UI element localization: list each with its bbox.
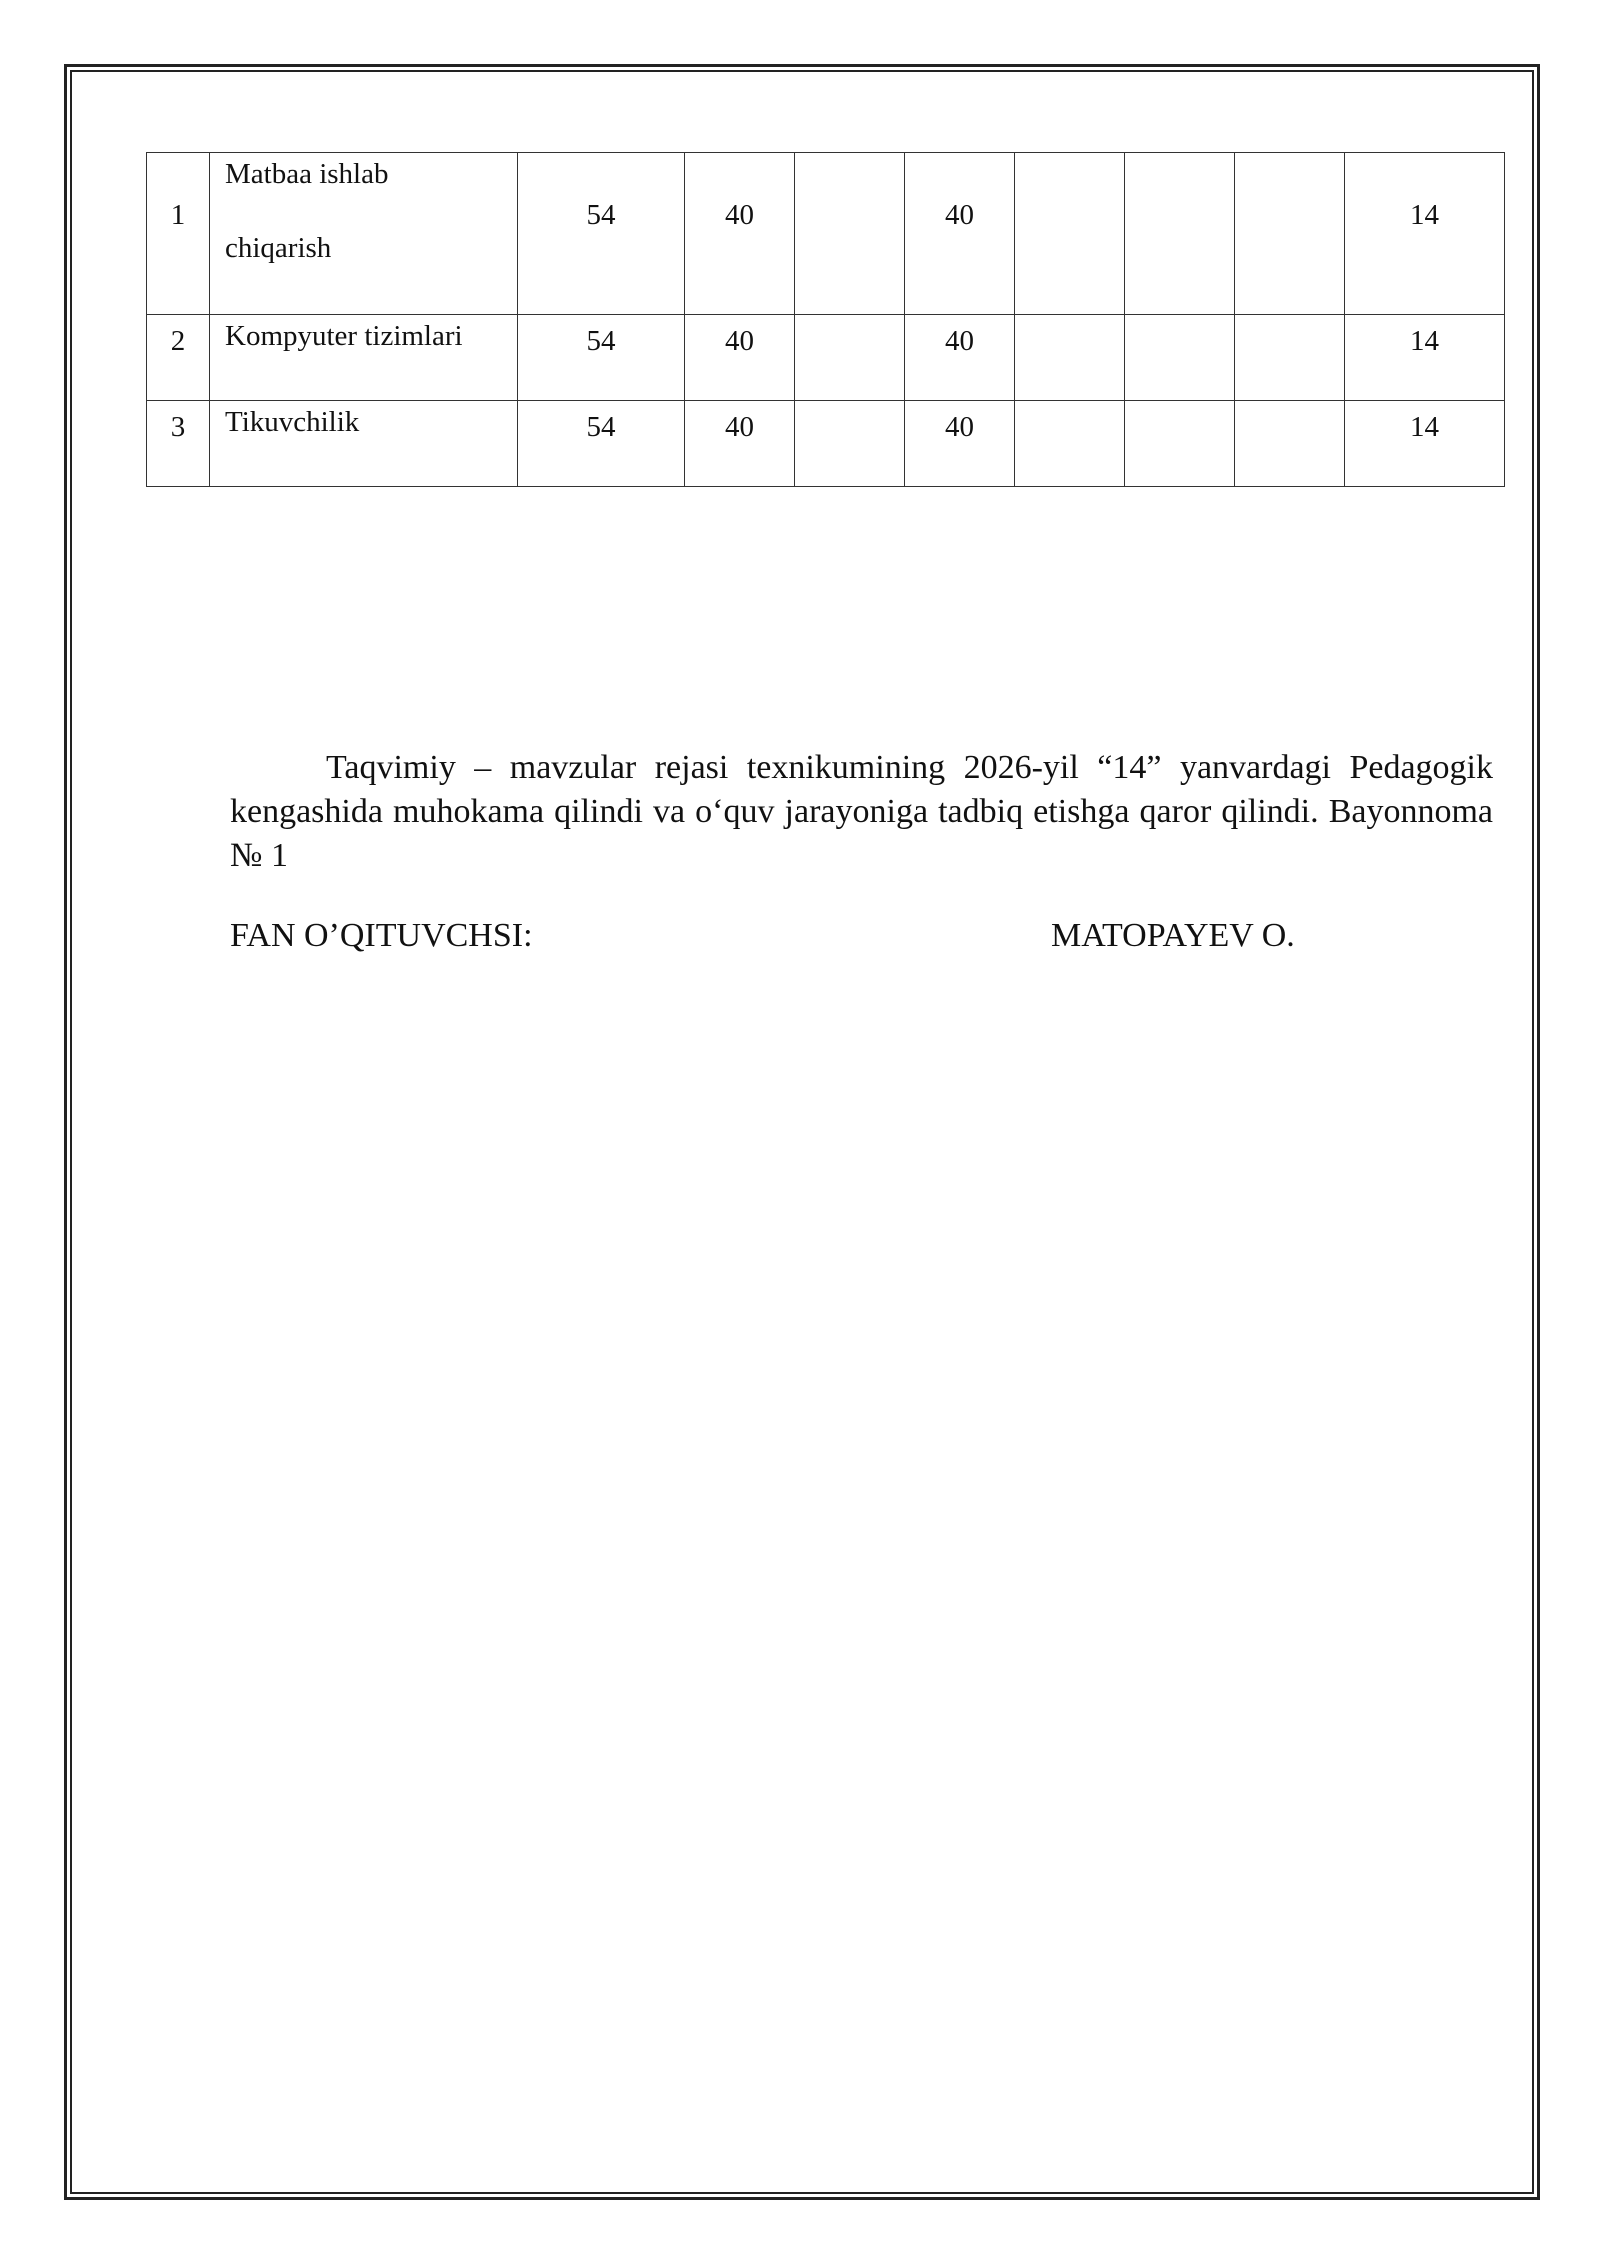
table-cell — [795, 153, 905, 315]
table-cell: 14 — [1345, 153, 1505, 315]
hours-table — [146, 152, 1505, 487]
approval-paragraph: Taqvimiy – mavzular rejasi texnikumining 2026-yil “14” yanvardagi Pedagogik kengashida muhokama qilindi va o‘quv jarayoniga tadbiq etishga qaror qilindi. Bayonnoma № 1 — [230, 749, 1493, 874]
table-cell — [1235, 315, 1345, 401]
row-index: 1 — [147, 153, 210, 315]
table-cell: 40 — [685, 401, 795, 487]
table-cell — [1125, 153, 1235, 315]
row-name — [210, 153, 518, 315]
table-cell — [1015, 315, 1125, 401]
table-cell — [1235, 401, 1345, 487]
table-cell: 14 — [1345, 315, 1505, 401]
row-name-line: Kompyuter tizimlari — [225, 320, 463, 352]
table-cell — [795, 315, 905, 401]
table-cell: 40 — [685, 153, 795, 315]
table-row — [147, 153, 1505, 315]
row-name-line: Matbaa ishlab — [225, 158, 389, 190]
table-row — [147, 401, 1505, 487]
signature-label: FAN O’QITUVCHSI: — [230, 917, 533, 954]
row-name — [210, 315, 518, 401]
table-cell — [795, 401, 905, 487]
table-cell — [1125, 401, 1235, 487]
table-cell: 54 — [518, 315, 685, 401]
table-cell — [1125, 315, 1235, 401]
signature-name: MATOPAYEV O. — [1051, 917, 1295, 954]
table-cell: 40 — [905, 315, 1015, 401]
row-name-line: Tikuvchilik — [225, 406, 360, 438]
row-index: 2 — [147, 315, 210, 401]
table-cell: 40 — [905, 153, 1015, 315]
table-cell: 40 — [685, 315, 795, 401]
row-name — [210, 401, 518, 487]
table-cell — [1015, 153, 1125, 315]
table-cell: 54 — [518, 401, 685, 487]
table-cell: 40 — [905, 401, 1015, 487]
row-name-line: chiqarish — [225, 232, 332, 264]
row-index: 3 — [147, 401, 210, 487]
table-cell — [1015, 401, 1125, 487]
table-cell: 54 — [518, 153, 685, 315]
table-cell — [1235, 153, 1345, 315]
table-cell: 14 — [1345, 401, 1505, 487]
table-row — [147, 315, 1505, 401]
